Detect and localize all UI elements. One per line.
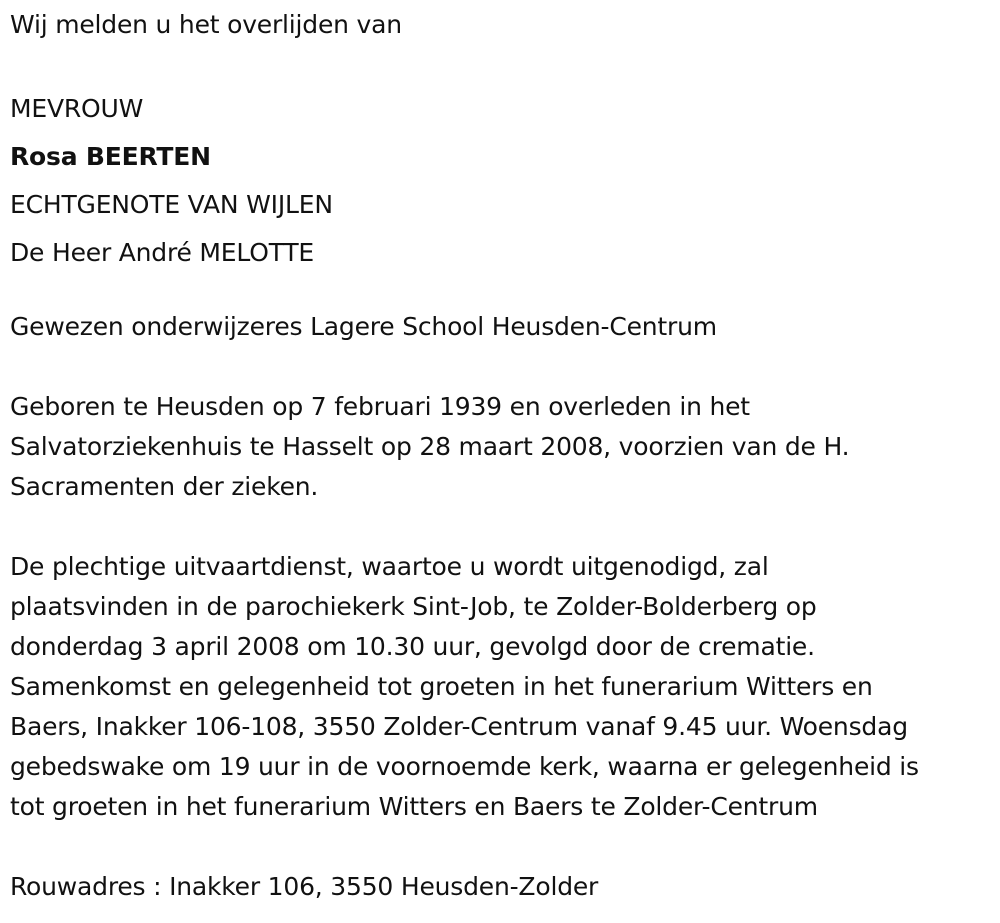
obituary-document [10, 0, 995, 907]
paragraph-line: Sacramenten der zieken. [10, 472, 319, 501]
paragraph-line: Samenkomst en gelegenheid tot groeten in het funerarium Witters en [10, 672, 873, 701]
paragraph-line: plaatsvinden in de parochiekerk Sint-Job, te Zolder-Bolderberg op [10, 592, 817, 621]
paragraph-line: tot groeten in het funerarium Witters en Baers te Zolder-Centrum [10, 792, 818, 821]
mourning-address: Rouwadres : Inakker 106, 3550 Heusden-Zolder [10, 872, 599, 901]
paragraph-line: donderdag 3 april 2008 om 10.30 uur, gevolgd door de crematie. [10, 632, 815, 661]
spouse-label: ECHTGENOTE VAN WIJLEN [10, 190, 333, 219]
spouse-name: De Heer André MELOTTE [10, 238, 315, 267]
paragraph-line: Baers, Inakker 106-108, 3550 Zolder-Centrum vanaf 9.45 uur. Woensdag [10, 712, 908, 741]
intro-line: Wij melden u het overlijden van [10, 10, 402, 39]
paragraph-line: gebedswake om 19 uur in de voornoemde kerk, waarna er gelegenheid is [10, 752, 919, 781]
title-line: MEVROUW [10, 94, 144, 123]
paragraph-line: Geboren te Heusden op 7 februari 1939 en overleden in het [10, 392, 750, 421]
paragraph-line: Salvatorziekenhuis te Hasselt op 28 maart 2008, voorzien van de H. [10, 432, 850, 461]
paragraph-line: De plechtige uitvaartdienst, waartoe u wordt uitgenodigd, zal [10, 552, 769, 581]
deceased-name: Rosa BEERTEN [10, 142, 211, 171]
occupation-line: Gewezen onderwijzeres Lagere School Heusden-Centrum [10, 312, 717, 341]
funeral-paragraph [10, 547, 995, 827]
birth-death-paragraph [10, 387, 995, 507]
